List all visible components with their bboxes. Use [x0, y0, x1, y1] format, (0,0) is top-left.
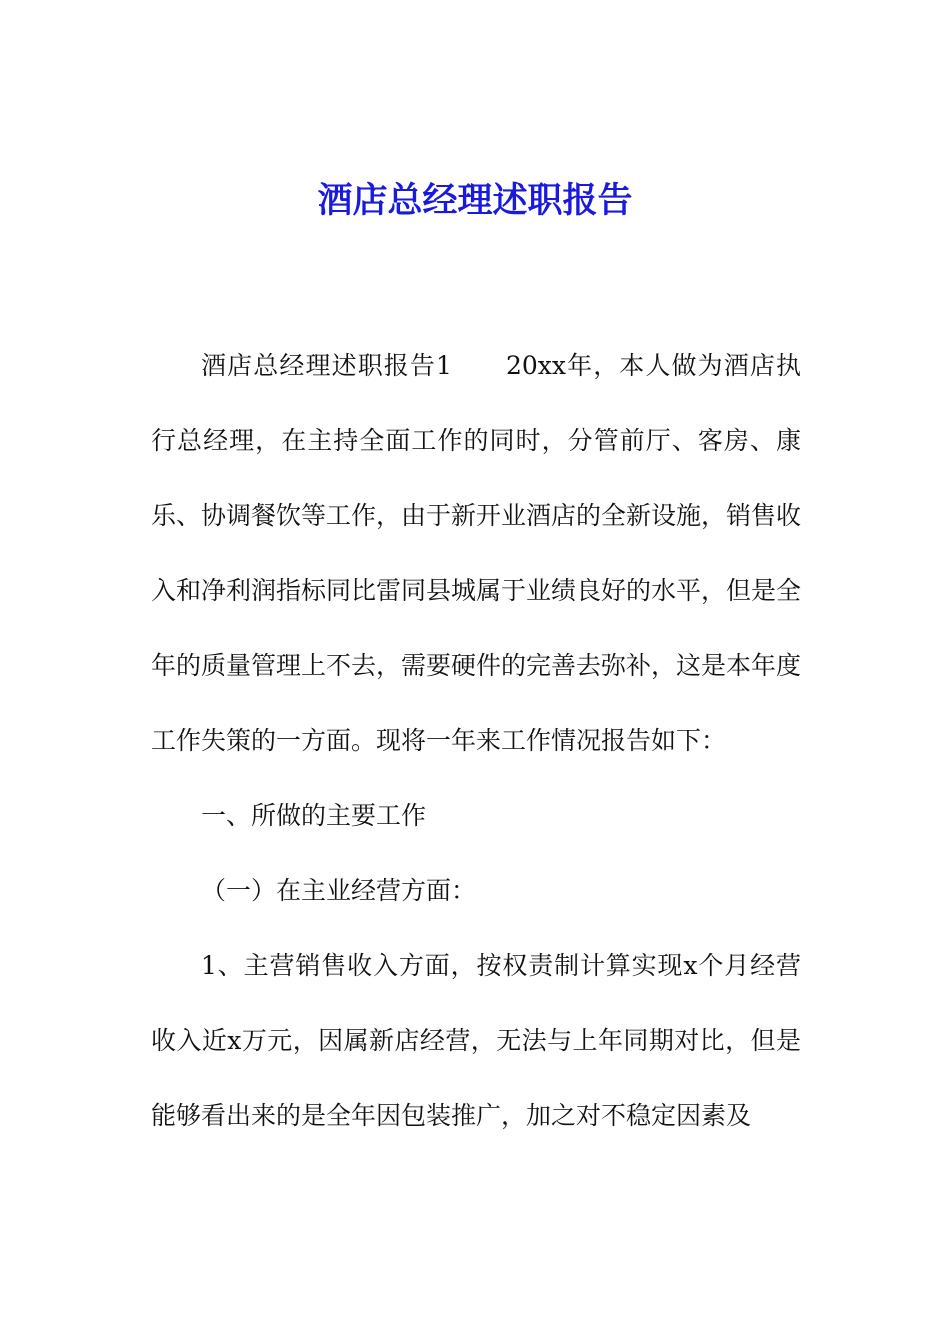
section-heading-main-work: 一、所做的主要工作 — [201, 801, 427, 830]
document-title: 酒店总经理述职报告 — [317, 180, 633, 221]
paragraph-sales-revenue: 1、主营销售收入方面，按权责制计算实现x个月经营收入近x万元，因属新店经营，无法与上年同期对比，但是能够看出来的是全年因包装推广，加之对不稳定因素及 — [151, 951, 801, 1130]
intro-text: 20xx年，本人做为酒店执行总经理，在主持全面工作的同时，分管前厅、客房、康乐、协调餐饮等工作，由于新开业酒店的全新设施，销售收入和净利润指标同比雷同县城属于业绩良好的水平，但是全年的质量管理上不去，需要硬件的完善去弥补，这是本年度工作失策的一方面。现将一年来工作情况报告如下： — [151, 351, 802, 755]
subsection-heading-main-business: （一）在主业经营方面： — [201, 876, 477, 905]
document-body — [151, 328, 801, 1153]
paragraph-intro — [151, 328, 801, 778]
report-heading: 酒店总经理述职报告1 — [201, 351, 452, 380]
